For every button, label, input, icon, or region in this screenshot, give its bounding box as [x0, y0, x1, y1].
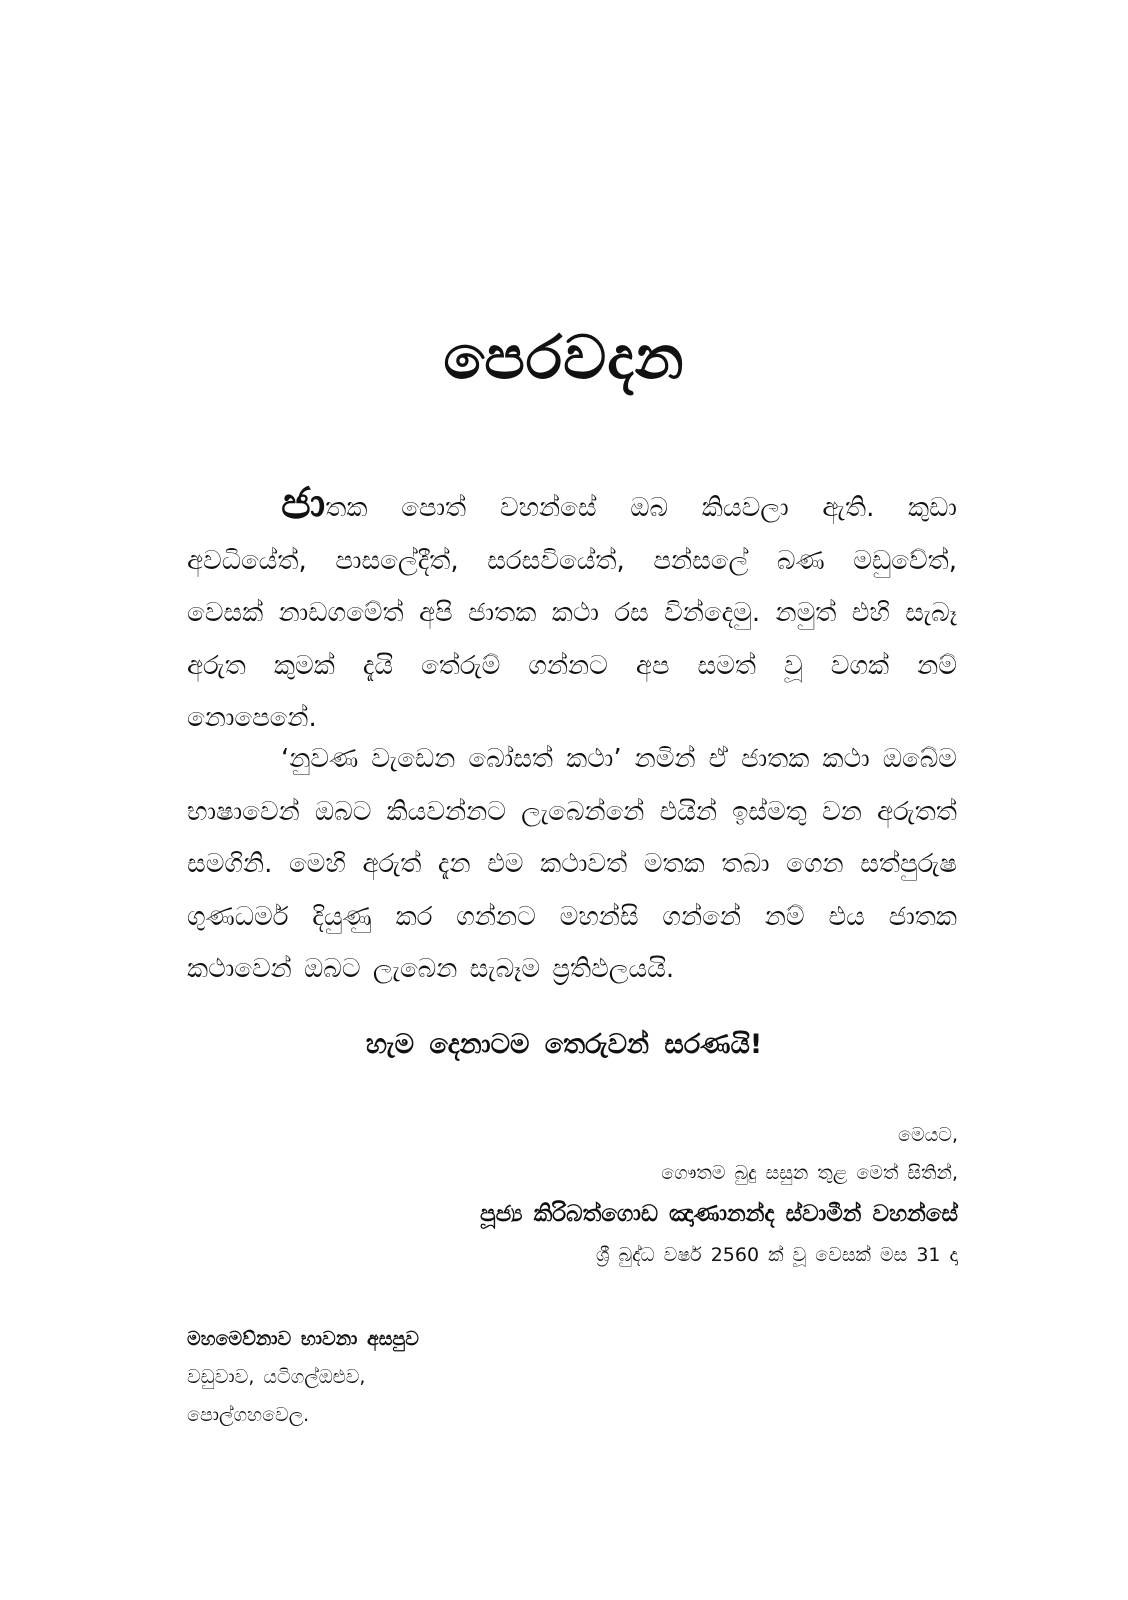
signature-date: ශ්‍රී බුද්ධ වර්ෂ 2560 ක් වූ වෙසක් මස 31 දා	[595, 1244, 958, 1266]
signature-salutation: මෙයට,	[898, 1124, 958, 1146]
signature-name: පූජ්‍ය කිරිබත්ගොඩ ඤාණානන්ද ස්වාමීන් වහන්සේ	[480, 1201, 958, 1227]
address-line-2: වඩුවාව, යටිගල්ඔළුව,	[187, 1366, 366, 1388]
drop-cap: ජා	[281, 478, 326, 529]
signature-block	[158, 1116, 958, 1274]
address-block	[187, 1320, 687, 1434]
page-title: පෙරවදන	[443, 323, 685, 393]
address-name: මහමෙව්නාව භාවනා අසපුව	[187, 1328, 419, 1350]
preface-paragraph-1	[187, 478, 957, 745]
address-line-3: පොල්ගහවෙල.	[187, 1404, 310, 1426]
paragraph-2-text: ‘නුවණ වැඩෙන බෝසත් කථා’ නමින් ඒ ජාතක කථා ඔබේම භාෂාවෙන් ඔබට කියවන්නට ලැබෙන්නේ එයින් ඉස්මතු වන අරුතත් සමගිනි. මෙහි අරුත් දැන එම කථාවත් මතක තබා ගෙන සත්පුරුෂ ගුණධර්ම දියුණු කර ගන්නට මහන්සි ගන්නේ නම් එය ජාතක කථාවෙන් ඔබට ලැබෙන සැබෑම ප්‍රතිඵලයයි.	[187, 744, 957, 984]
blessing-line: හැම දෙනාටම තෙරුවන් සරණයි!	[365, 1029, 763, 1060]
paragraph-1-text: තක පොත් වහන්සේ ඔබ කියවලා ඇති. කුඩා අවධියේත්, පාසලේදීත්, සරසවියේත්, පන්සලේ බණ මඩුවේත්, වෙසක් නාඩගමේත් අපි ජාතක කථා රස වින්දෙමු. නමුත් එහි සැබෑ අරුත කුමක් දැයි තේරුම් ගන්නට අප සමත් වූ වගක් නම් නොපෙනේ.	[187, 493, 957, 733]
preface-paragraph-2	[187, 733, 957, 996]
signature-line: ගෞතම බුදු සසුන තුළ මෙත් සිතින්,	[661, 1162, 958, 1184]
